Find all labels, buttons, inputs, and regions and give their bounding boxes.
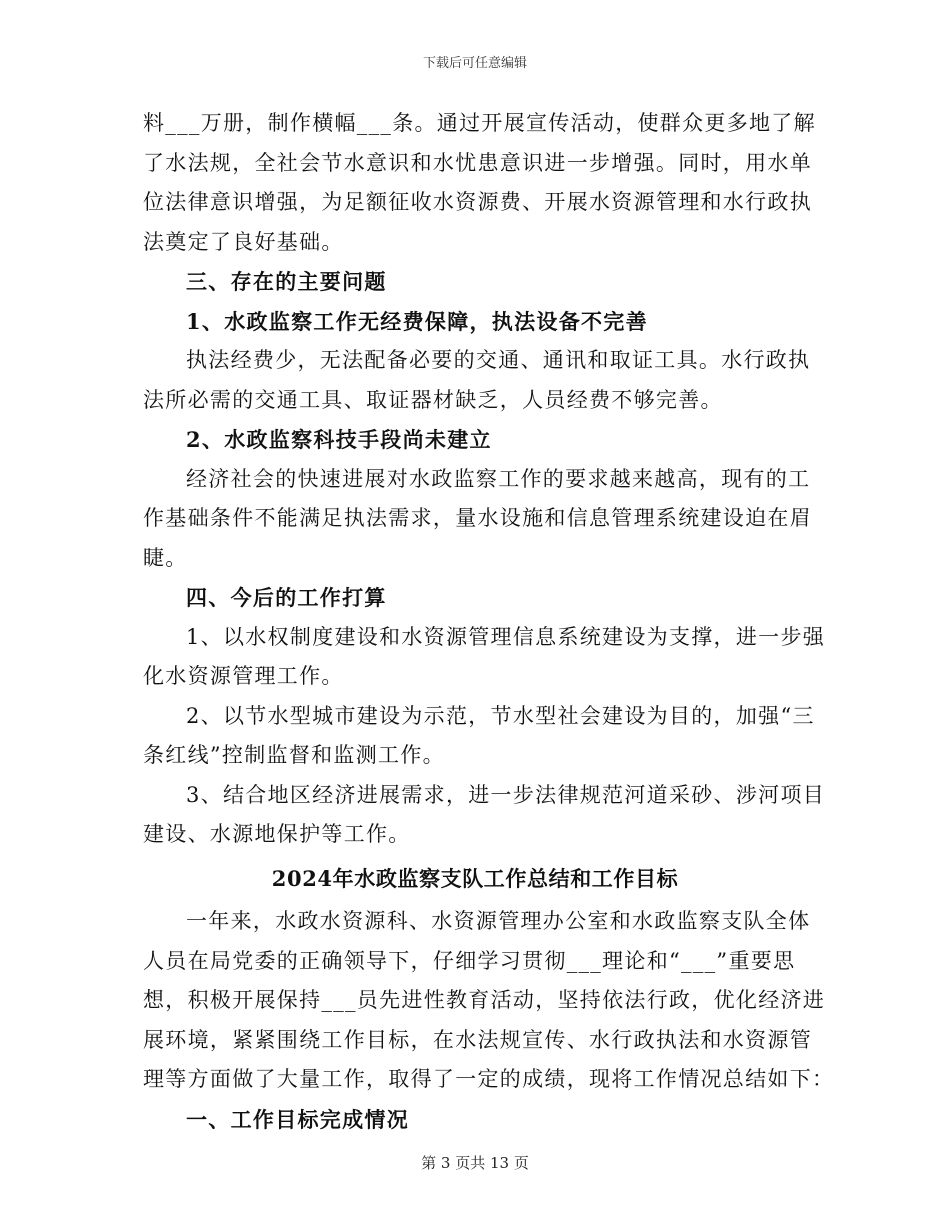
paragraph-line: 料___万册，制作横幅___条。通过开展宣传活动，使群众更多地了解 — [143, 111, 816, 135]
paragraph-line: 想，积极开展保持___员先进性教育活动，坚持依法行政，优化经济进 — [143, 988, 826, 1012]
section-heading: 四、今后的工作打算 — [186, 585, 387, 610]
paragraph-line: 执法经费少，无法配备必要的交通、通讯和取证工具。水行政执 — [186, 348, 811, 372]
paragraph-line: 睫。 — [143, 545, 188, 570]
paragraph-line: 经济社会的快速进展对水政监察工作的要求越来越高，现有的工 — [186, 466, 811, 491]
page-footer: 第 3 页共 13 页 — [421, 1154, 529, 1172]
paragraph-line: 人员在局党委的正确领导下，仔细学习贯彻___理论和“___”重要思 — [143, 948, 796, 973]
paragraph-line: 1、以水权制度建设和水资源管理信息系统建设为支撑，进一步强 — [186, 624, 826, 649]
subsection-heading: 2、水政监察科技手段尚未建立 — [186, 427, 492, 452]
section-heading: 一、工作目标完成情况 — [186, 1106, 409, 1132]
paragraph-line: 法奠定了良好基础。 — [143, 229, 344, 254]
paragraph-line: 了水法规，全社会节水意识和水忧患意识进一步增强。同时，用水单 — [143, 150, 812, 175]
paragraph-line: 作基础条件不能满足执法需求，量水设施和信息管理系统建设迫在眉 — [143, 506, 812, 530]
paragraph-line: 法所必需的交通工具、取证器材缺乏，人员经费不够完善。 — [143, 387, 723, 412]
paragraph-line: 3、结合地区经济进展需求，进一步法律规范河道采砂、涉河项目 — [186, 782, 826, 807]
paragraph-line: 一年来，水政水资源科、水资源管理办公室和水政监察支队全体 — [186, 909, 811, 933]
page-header: 下载后可任意编辑 — [422, 56, 527, 71]
paragraph-line: 化水资源管理工作。 — [143, 664, 344, 688]
paragraph-line: 展环境，紧紧围绕工作目标，在水法规宣传、水行政执法和水资源管 — [143, 1027, 812, 1052]
paragraph-line: 2、以节水型城市建设为示范，节水型社会建设为目的，加强“三 — [186, 703, 815, 728]
section-heading: 三、存在的主要问题 — [186, 269, 387, 294]
document-title: 2024年水政监察支队工作总结和工作目标 — [271, 865, 679, 891]
document-body — [143, 104, 835, 1139]
subsection-heading: 1、水政监察工作无经费保障，执法设备不完善 — [186, 308, 648, 334]
paragraph-line: 理等方面做了大量工作，取得了一定的成绩，现将工作情况总结如下： — [143, 1067, 835, 1091]
paragraph-line: 位法律意识增强，为足额征收水资源费、开展水资源管理和水行政执 — [143, 190, 812, 214]
paragraph-line: 建设、水源地保护等工作。 — [143, 822, 411, 846]
paragraph-line: 条红线”控制监督和监测工作。 — [143, 743, 445, 767]
